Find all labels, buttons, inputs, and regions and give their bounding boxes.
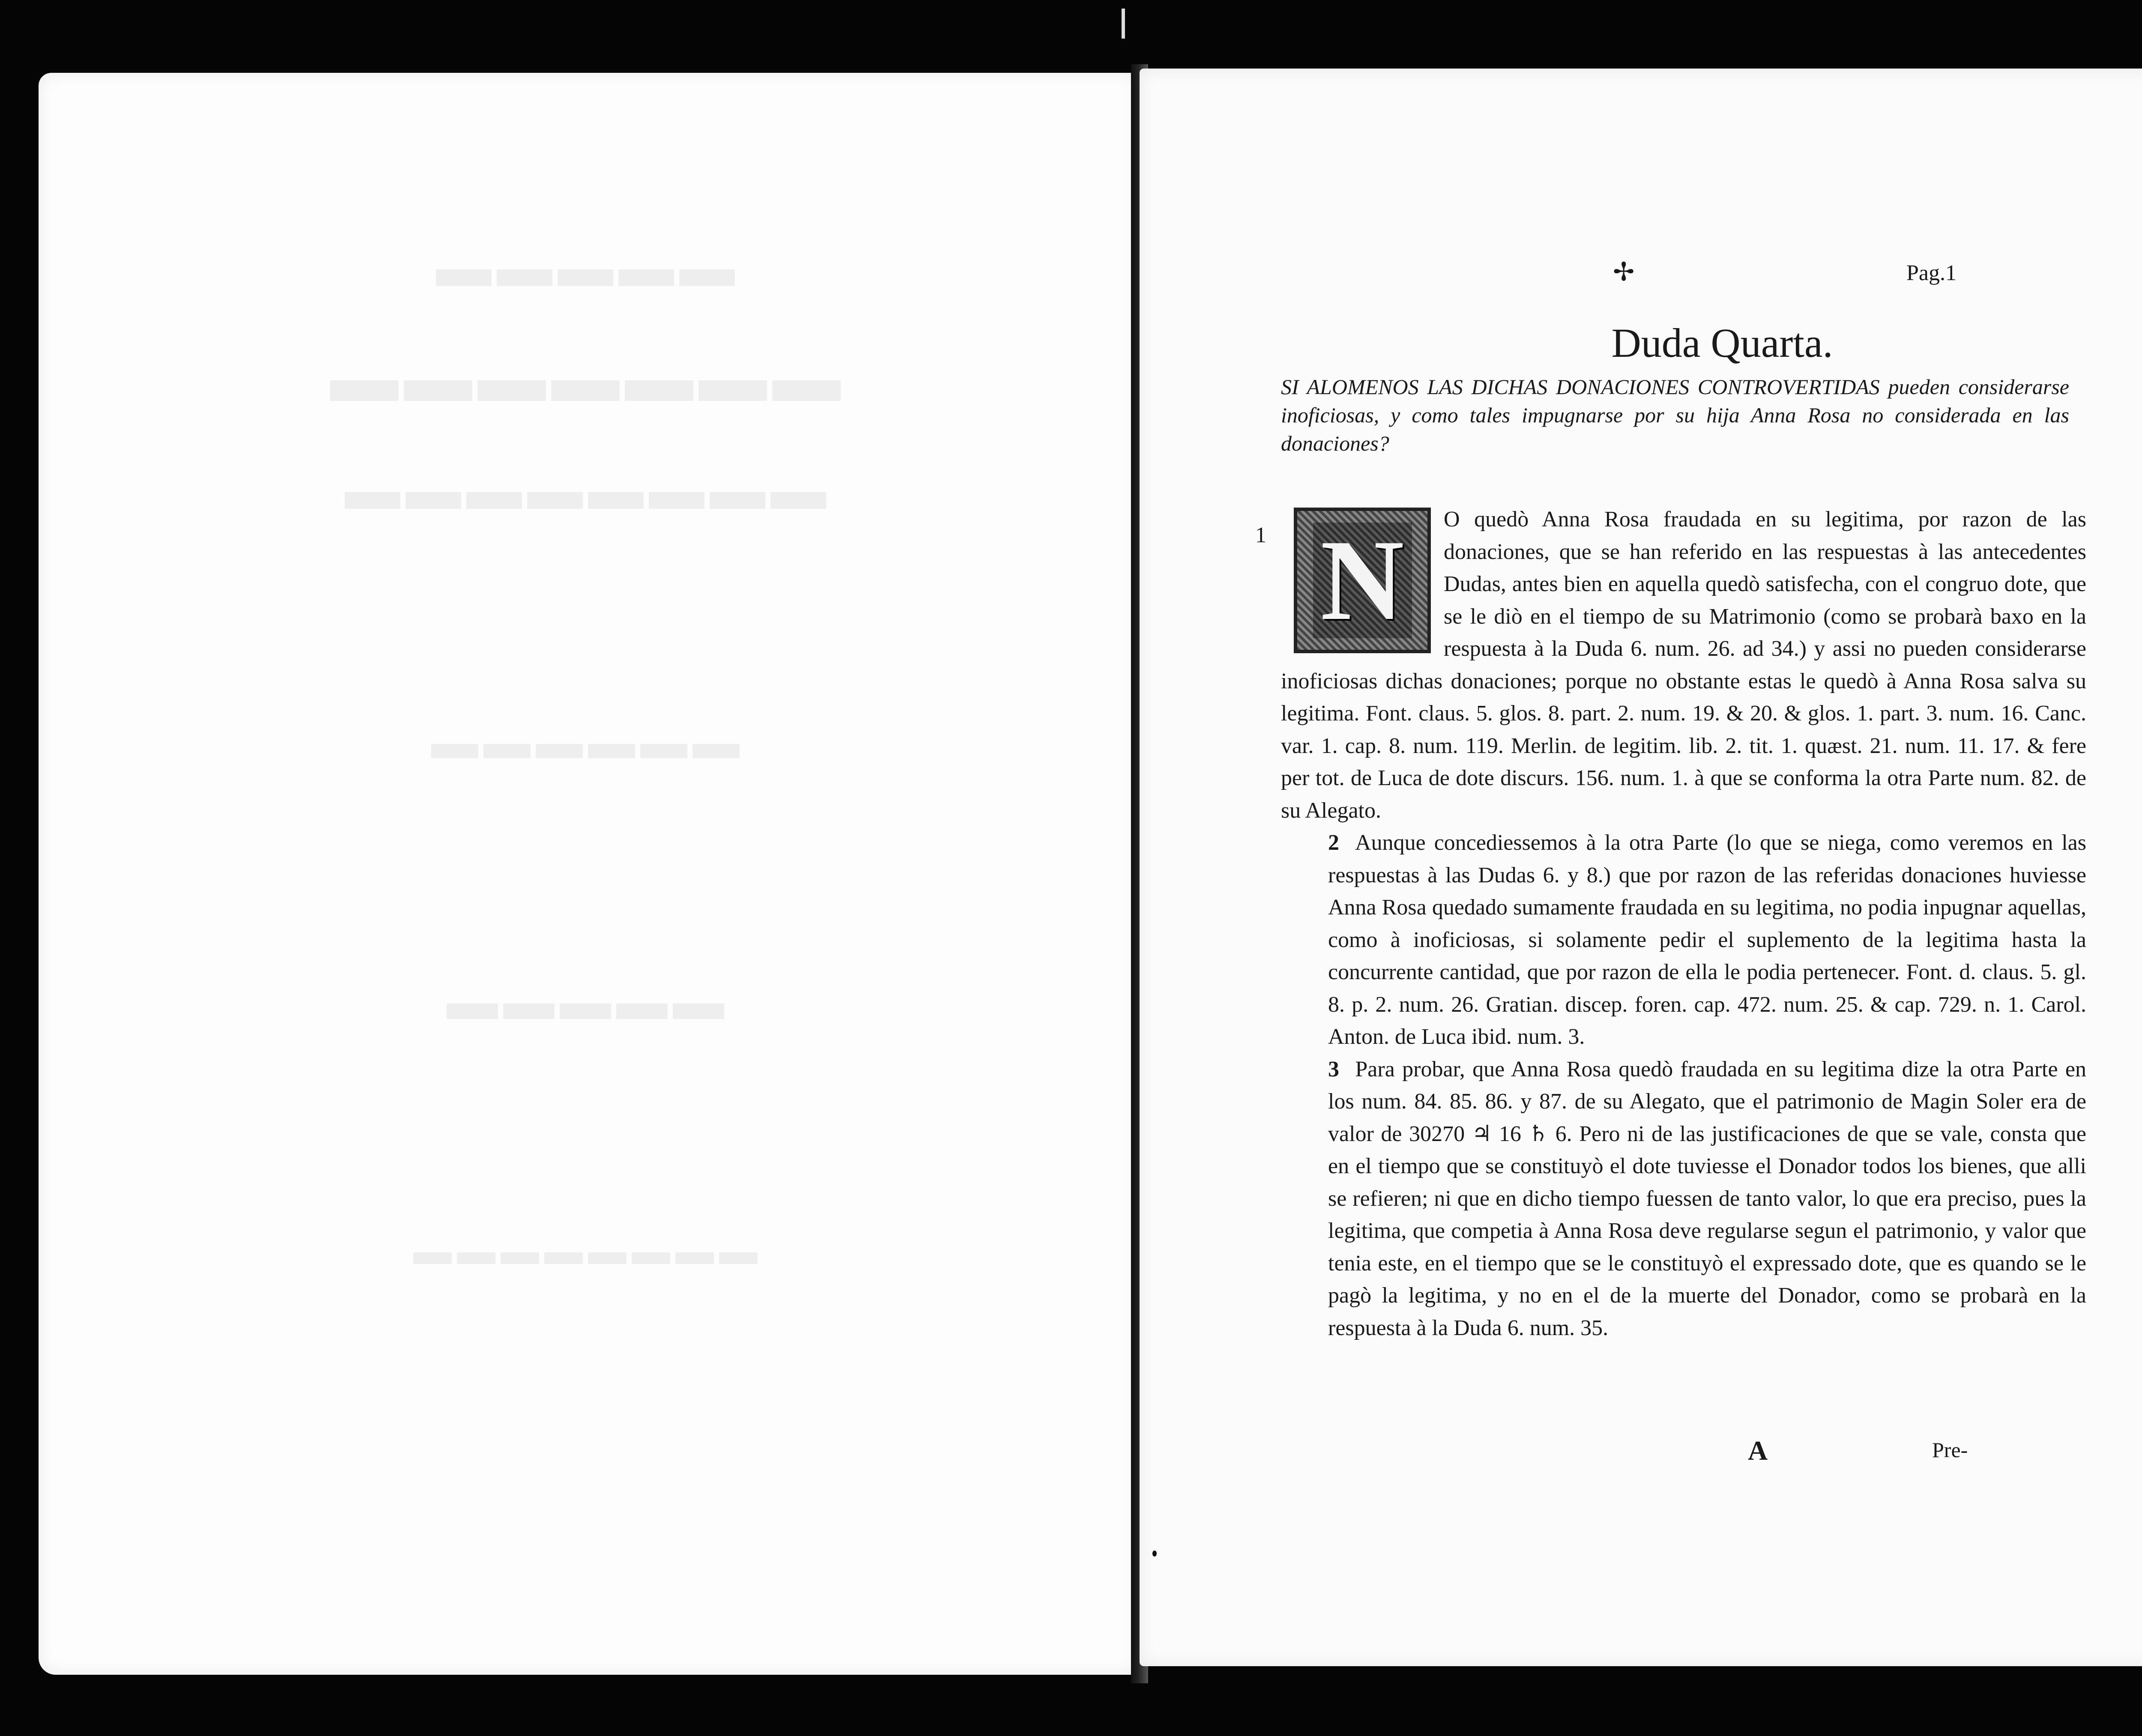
paragraph-3 [1281, 1053, 2086, 1345]
catchword: Pre- [1932, 1438, 1968, 1462]
ornament-icon: ✢ [1613, 258, 1635, 286]
paragraph-1 [1281, 503, 2086, 827]
page-number: Pag.1 [1906, 261, 1957, 285]
show-through-text: ▬▬▬▬▬▬▬▬ [344, 460, 832, 521]
signature-mark: A [1748, 1435, 1768, 1466]
show-through-text: ▬▬▬▬▬▬▬ [330, 340, 846, 416]
page-footer [1140, 1435, 2142, 1469]
paragraph-number: 3 [1328, 1057, 1339, 1082]
scan-speck [1152, 1551, 1157, 1557]
paragraph-2 [1281, 827, 2086, 1053]
margin-number: 1 [1255, 523, 1266, 547]
scan-mark [1122, 9, 1125, 39]
show-through-text: ▬▬▬▬▬▬▬▬ [413, 1230, 763, 1273]
dropcap-letter: N [1313, 523, 1412, 638]
paragraph-number: 2 [1328, 831, 1339, 855]
section-title: Duda Quarta. [1611, 320, 1833, 366]
question-heading: SI ALOMENOS LAS DICHAS DONACIONES CONTROVERTIDAS pueden considerarse inoficiosas, y como tales impugnarse por su hija Anna Rosa no considerada en las donaciones? [1281, 375, 2069, 455]
body-text [1281, 503, 2086, 1344]
decorated-initial [1294, 508, 1431, 653]
show-through-text: ▬▬▬▬▬▬ [431, 716, 745, 768]
show-through-text: ▬▬▬▬▬ [446, 973, 730, 1030]
paragraph-text: Para probar, que Anna Rosa quedò fraudada en su legitima dize la otra Parte en los num. 84. 85. 86. y 87. de su Alegato, que el patrimonio de Magin Soler era de valor de 30270 ♃ 16 ♄ 6. Pero ni de las justificaciones de que se vale, consta que en el tiempo que se constituyò el dote tuviesse el Donador todos los bienes, que alli se refieren; ni que en dicho tiempo fuessen de tanto valor, lo que era preciso, pues la legitima, que competia à Anna Rosa deve regularse segun el patrimonio, y valor que tenia este, en el tiempo que se le constituyò el expressado dote, que es quando se le pagò la legitima, y no en el de la muerte del Donador, como se probarà en la respuesta à la Duda 6. num. 35. [1328, 1057, 2086, 1340]
page-header [1140, 257, 2142, 291]
show-through-text: ▬▬▬▬▬ [436, 237, 740, 299]
right-page-recto [1140, 69, 2142, 1666]
left-page-verso [39, 73, 1137, 1675]
paragraph-text: Aunque concediessemos à la otra Parte (lo que se niega, como veremos en las respuestas à las Dudas 6. y 8.) que por razon de las referidas donaciones huviesse Anna Rosa quedado sumamente fraudada en su legitima, no podia inpugnar aquellas, como à inoficiosas, si solamente pedir el suplemento de la legitima hasta la concurrente cantidad, que por razon de ella le podia pertenecer. Font. d. claus. 5. gl. 8. p. 2. num. 26. Gratian. discep. foren. cap. 472. num. 25. & cap. 729. n. 1. Carol. Anton. de Luca ibid. num. 3. [1328, 831, 2087, 1049]
paragraph-text: O quedò Anna Rosa fraudada en su legitima, por razon de las donaciones, que se han referido en las respuestas à las antecedentes Dudas, antes bien en aquella quedò satisfecha, con el congruo dote, que se le diò en el tiempo de su Matrimonio (como se probarà baxo en la respuesta à la Duda 6. num. 26. ad 34.) y assi no pueden considerarse inoficiosas dichas donaciones; porque no obstante estas le quedò à Anna Rosa salva su legitima. Font. claus. 5. glos. 8. part. 2. num. 19. & 20. & glos. 1. part. 3. num. 16. Canc. var. 1. cap. 8. num. 119. Merlin. de legitim. lib. 2. tit. 1. quæst. 21. num. 11. 17. & fere per tot. de Luca de dote discurs. 156. num. 1. à que se conforma la otra Parte num. 82. de su Alegato. [1281, 507, 2086, 823]
